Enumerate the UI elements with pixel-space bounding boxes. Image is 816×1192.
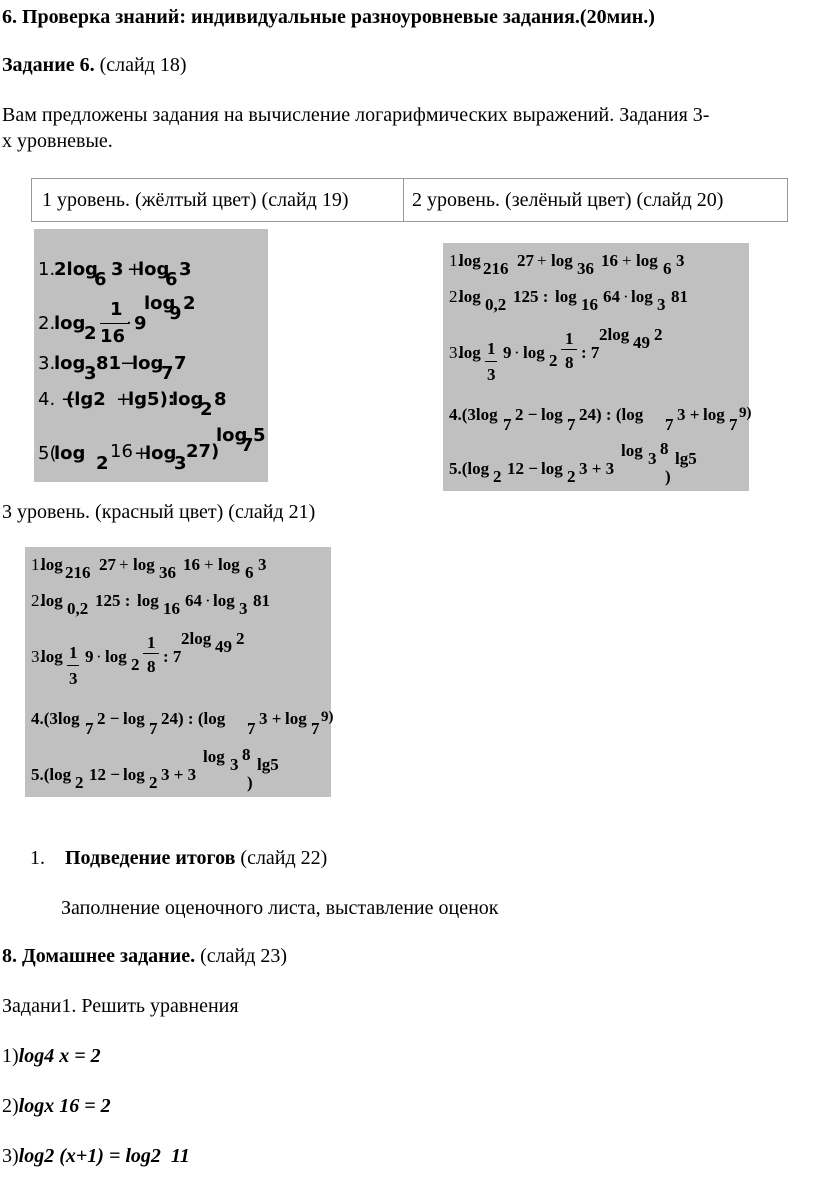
p3-r5-lg5: lg5 (257, 755, 279, 774)
p2-r1-arg2: 16 (601, 251, 618, 270)
p2-r5-a: 5.(log (449, 459, 490, 478)
p2-r3-colon-seven: : 7 (581, 343, 600, 362)
p3-r3-exp-log: 2log (181, 629, 212, 648)
equation-2-text: logx 16 = 2 (18, 1095, 111, 1117)
p1-r2-denominator: 16 (100, 326, 126, 347)
homework-heading (2, 945, 287, 968)
p2-r3-exp-log: 2log (599, 325, 630, 344)
p1-r5-log2: log (145, 443, 177, 464)
p1-r3-arg2: 7 (174, 353, 187, 374)
p3-r5-e: 2 (149, 773, 158, 792)
p2-r5-close: ) (665, 467, 671, 486)
p3-r5-a: 5.(log (31, 765, 72, 784)
p2-r5-e: 2 (567, 467, 576, 486)
p3-r1-arg: 27 (99, 555, 116, 574)
p1-r5-log: log (54, 443, 86, 464)
p2-r2-base: 0,2 (485, 295, 507, 314)
equation-3-num: 3) (2, 1145, 19, 1167)
p1-r4-num: 4. − (38, 389, 76, 410)
p1-r2-log: log (54, 313, 86, 334)
p1-r3-minus: − (120, 353, 136, 374)
p2-r3-dot: · (514, 343, 520, 362)
summary-slide: (слайд 22) (235, 847, 328, 869)
p2-r1-num: 1. (449, 251, 462, 270)
p3-r3-exp-arg: 2 (236, 629, 245, 648)
p3-r4-k: 9) (321, 709, 334, 725)
p1-r5-exp-log: log (216, 425, 248, 446)
equation-3 (2, 1145, 190, 1168)
p1-r2-numerator: 1 (110, 299, 123, 320)
summary-item (30, 847, 327, 870)
p1-r5-open: 5( (38, 443, 57, 464)
p1-r1-base2: 6 (165, 269, 178, 290)
p3-r1-log2: log (133, 555, 155, 574)
equation-3-text: log2 (x+1) = log2 11 (18, 1145, 190, 1167)
p2-r3-frac-num: 1 (565, 329, 574, 348)
homework-task: Задани1. Решить уравнения (2, 995, 239, 1017)
p3-r2-num: 2. (31, 591, 44, 610)
homework-label: 8. Домашнее задание. (2, 945, 196, 967)
p2-r5-exp-base: 3 (648, 449, 657, 468)
equation-1-num: 1) (2, 1045, 19, 1067)
p3-r5-d: log (123, 765, 145, 784)
p3-r3-frac-den: 8 (147, 657, 156, 676)
section-title: 6. Проверка знаний: индивидуальные разноуровневые задания.(20мин.) (2, 6, 655, 28)
p3-r2-base3: 3 (239, 599, 248, 618)
p2-r1-arg: 27 (517, 251, 534, 270)
p1-r2-exp-log: log (144, 293, 176, 314)
level1-cell (32, 179, 404, 221)
p2-r3-arg: 9 (503, 343, 512, 362)
p2-r1-arg3: 3 (676, 251, 685, 270)
p2-r4-i: log (703, 405, 725, 424)
p1-r2-exp-arg: 2 (183, 293, 196, 314)
p3-r4-j: 7 (311, 719, 320, 738)
p1-r2-exp-base: 9 (169, 303, 182, 324)
p1-r4-lg5: lg5): (128, 389, 176, 410)
p2-r3-sub-den: 3 (487, 365, 496, 384)
p2-r5-f: 3 + 3 (579, 459, 615, 478)
p1-r1-arg: 3 (111, 259, 124, 280)
homework-slide: (слайд 23) (195, 945, 288, 967)
p3-r2-arg: 125 : (95, 591, 131, 610)
p3-r2-base2: 16 (163, 599, 180, 618)
p2-r5-exp-arg: 8 (660, 439, 669, 458)
p2-r5-c: 12 − (507, 459, 538, 478)
level1-label: 1 уровень. (жёлтый цвет) (слайд 19) (42, 188, 349, 211)
p1-r1-plus: + (127, 259, 143, 280)
p2-r5-lg5: lg5 (675, 449, 697, 468)
p3-r3-exp-base: 49 (215, 637, 232, 656)
p1-r1-arg2: 3 (179, 259, 192, 280)
task-label: Задание 6. (2, 54, 95, 76)
p3-r4-g: 7 (247, 719, 256, 738)
p3-r1-num: 1. (31, 555, 44, 574)
equation-2 (2, 1095, 111, 1118)
p1-r4-lg2: (lg2 (66, 389, 106, 410)
p3-r3-colon-seven: : 7 (163, 647, 182, 666)
p2-r2-arg3: 81 (671, 287, 688, 306)
p3-r3-dot: · (96, 647, 102, 666)
level3-label: 3 уровень. (красный цвет) (слайд 21) (2, 501, 316, 523)
p2-r2-arg: 125 : (513, 287, 549, 306)
p2-r3-exp-arg: 2 (654, 325, 663, 344)
p3-r4-e: 7 (149, 719, 158, 738)
p3-r1-arg3: 3 (258, 555, 267, 574)
p1-r5-arg2: 27) (186, 441, 220, 462)
p2-r1-plus2: + (622, 251, 632, 270)
p2-r3-sub-num: 1 (487, 339, 496, 358)
p3-r3-sub-den: 3 (69, 669, 78, 688)
summary-description: Заполнение оценочного листа, выставление оценок (61, 897, 499, 919)
p3-r4-f: 24) : (log (161, 709, 226, 728)
summary-number: 1. (30, 847, 45, 869)
p3-r4-d: log (123, 709, 145, 728)
p2-r1-log: log (459, 251, 481, 270)
p3-r5-close: ) (247, 773, 253, 792)
equation-1-text: log4 x = 2 (18, 1045, 101, 1067)
p3-r1-base2: 36 (159, 563, 176, 582)
p2-r4-h: 3 + (677, 405, 700, 424)
p3-r2-arg3: 81 (253, 591, 270, 610)
p1-r4-plus: + (116, 389, 132, 410)
p3-r3-num: 3. (31, 647, 44, 666)
p3-r2-arg2: 64 (185, 591, 202, 610)
p2-r2-log3: log (631, 287, 653, 306)
p3-r2-dot: · (205, 591, 211, 610)
p1-r3-base2: 7 (161, 363, 174, 384)
p2-r4-e: 7 (567, 415, 576, 434)
level2-cell (404, 179, 787, 221)
p3-r2-log: log (41, 591, 63, 610)
summary-title: Подведение итогов (65, 847, 236, 869)
p1-r5-exp-arg: 5 (253, 425, 266, 446)
p3-r1-arg2: 16 (183, 555, 200, 574)
p1-r2-nine: 9 (134, 313, 147, 334)
p1-r5-exp-base: 7 (241, 435, 254, 456)
p3-r2-log3: log (213, 591, 235, 610)
p2-r4-a: 4.(3log (449, 405, 498, 424)
p2-r3-num: 3. (449, 343, 462, 362)
p3-r4-a: 4.(3log (31, 709, 80, 728)
p3-r4-i: log (285, 709, 307, 728)
level1-tasks-image (34, 229, 268, 482)
p1-r3-base: 3 (84, 363, 97, 384)
p1-r4-log: log (172, 389, 204, 410)
p1-r1-log2: log (138, 259, 170, 280)
p3-r3-sub-num: 1 (69, 643, 78, 662)
p3-r4-b: 7 (85, 719, 94, 738)
p3-r3-frac-num: 1 (147, 633, 156, 652)
p1-r2-base: 2 (84, 323, 97, 344)
p2-r4-g: 7 (665, 415, 674, 434)
p1-r3-num: 3. (38, 353, 56, 374)
p2-r2-arg2: 64 (603, 287, 620, 306)
p3-r1-log3: log (218, 555, 240, 574)
p3-r5-b: 2 (75, 773, 84, 792)
p3-r3-base2: 2 (131, 655, 140, 674)
level3-tasks-image (25, 547, 334, 797)
levels-table (31, 178, 788, 222)
p1-r5-arg: 16 (110, 441, 133, 462)
level2-tasks-image (443, 243, 752, 491)
equation-1 (2, 1045, 101, 1068)
p2-r2-num: 2. (449, 287, 462, 306)
p3-r1-base: 216 (65, 563, 91, 582)
p3-r2-base: 0,2 (67, 599, 89, 618)
p2-r5-d: log (541, 459, 563, 478)
p2-r1-log3: log (636, 251, 658, 270)
p3-r5-c: 12 − (89, 765, 120, 784)
p2-r2-log2: log (555, 287, 577, 306)
p1-r3-log2: log (132, 353, 164, 374)
p1-r4-base: 2 (200, 399, 213, 420)
p2-r2-log: log (459, 287, 481, 306)
p2-r1-log2: log (551, 251, 573, 270)
p2-r1-plus: + (537, 251, 547, 270)
p3-r1-plus2: + (204, 555, 214, 574)
p3-r3-arg: 9 (85, 647, 94, 666)
task-slide: (слайд 18) (94, 54, 187, 76)
p1-r2-num: 2. (38, 313, 56, 334)
p2-r1-base3: 6 (663, 259, 672, 278)
p1-r1-num: 1. (38, 259, 56, 280)
p1-r5-base: 2 (96, 453, 109, 474)
p2-r4-b: 7 (503, 415, 512, 434)
p1-r3-log: log (54, 353, 86, 374)
p2-r4-j: 7 (729, 415, 738, 434)
p2-r3-exp-base: 49 (633, 333, 650, 352)
p3-r1-log: log (41, 555, 63, 574)
p3-r3-log: log (41, 647, 63, 666)
p3-r5-f: 3 + 3 (161, 765, 197, 784)
p2-r4-k: 9) (739, 405, 752, 421)
p2-r2-base3: 3 (657, 295, 666, 314)
p1-r4-arg: 8 (214, 389, 227, 410)
p3-r5-exp-log: log (203, 747, 225, 766)
p3-r3-log2: log (105, 647, 127, 666)
p2-r3-log: log (459, 343, 481, 362)
p2-r3-base2: 2 (549, 351, 558, 370)
p1-r1-log: 2log (54, 259, 98, 280)
p1-r1-base: 6 (94, 269, 107, 290)
intro-line-1: Вам предложены задания на вычисление логарифмических выражений. Задания 3- (2, 104, 710, 126)
p1-r5-plus: + (134, 443, 150, 464)
p3-r4-h: 3 + (259, 709, 282, 728)
p3-r5-exp-arg: 8 (242, 745, 251, 764)
level2-label: 2 уровень. (зелёный цвет) (слайд 20) (412, 188, 724, 211)
p3-r1-plus: + (119, 555, 129, 574)
p2-r4-f: 24) : (log (579, 405, 644, 424)
p3-r2-log2: log (137, 591, 159, 610)
p1-r5-base2: 3 (174, 453, 187, 474)
p3-r1-base3: 6 (245, 563, 254, 582)
intro-line-2: х уровневые. (2, 130, 113, 152)
p1-r3-arg: 81 (96, 353, 122, 374)
p2-r4-c: 2 − (515, 405, 538, 424)
equation-2-num: 2) (2, 1095, 19, 1117)
p3-r5-exp-base: 3 (230, 755, 239, 774)
task-heading (2, 54, 187, 77)
p2-r3-frac-den: 8 (565, 353, 574, 372)
p3-r4-c: 2 − (97, 709, 120, 728)
p2-r3-log2: log (523, 343, 545, 362)
p2-r2-base2: 16 (581, 295, 598, 314)
p2-r1-base: 216 (483, 259, 509, 278)
p1-r2-dot: · (126, 313, 132, 334)
p2-r1-base2: 36 (577, 259, 594, 278)
p2-r2-dot: · (623, 287, 629, 306)
p2-r4-d: log (541, 405, 563, 424)
p2-r5-b: 2 (493, 467, 502, 486)
p2-r5-exp-log: log (621, 441, 643, 460)
